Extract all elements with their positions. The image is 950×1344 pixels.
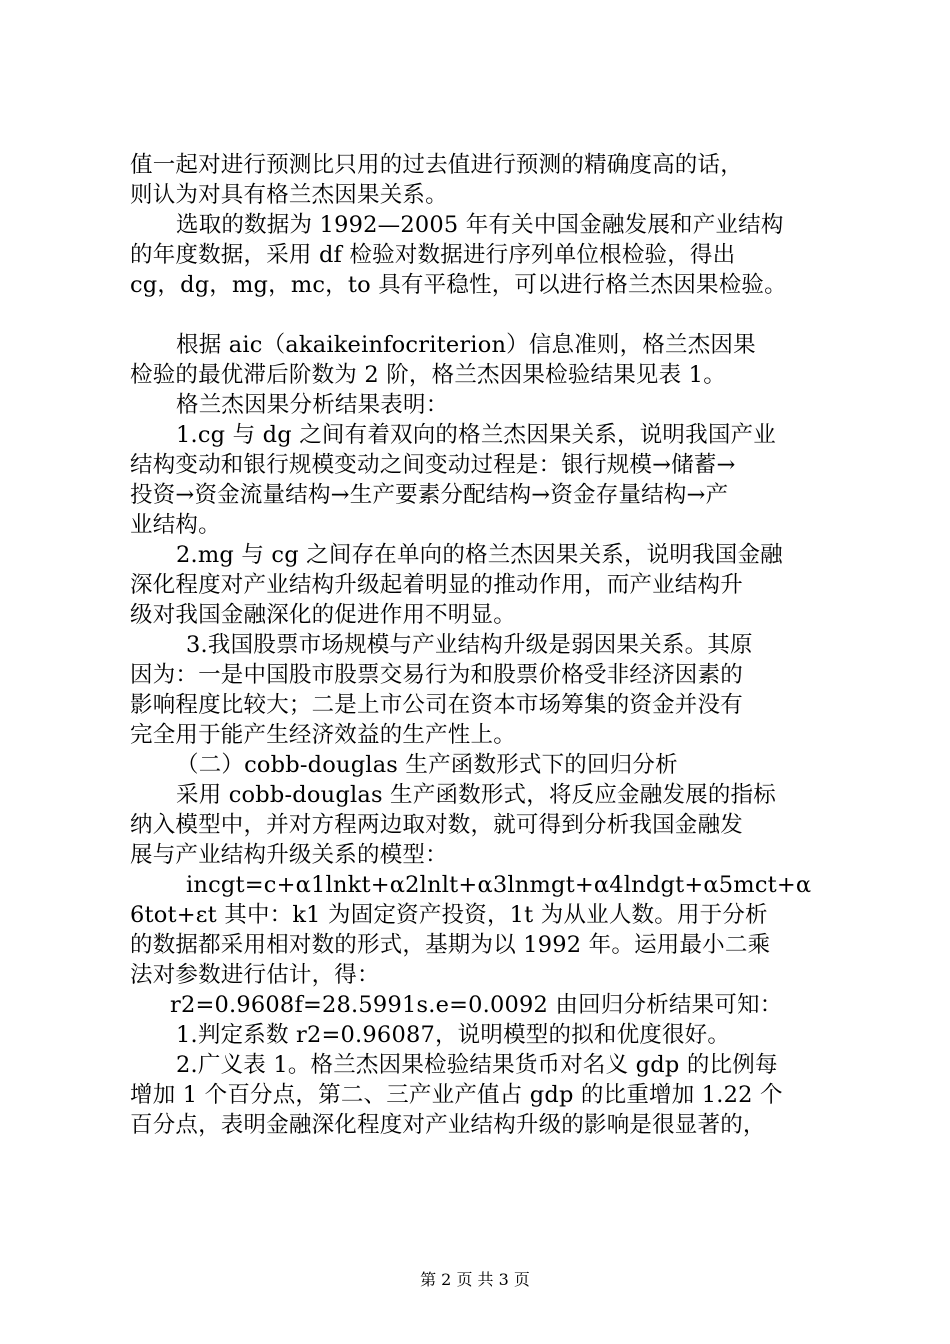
text-line: 增加 1 个百分点，第二、三产业产值占 gdp 的比重增加 1.22 个 — [130, 1082, 783, 1108]
text-line: 6tot+εt 其中：k1 为固定资产投资，1t 为从业人数。用于分析 — [130, 902, 768, 928]
text-line: 的年度数据，采用 df 检验对数据进行序列单位根检验，得出 — [130, 242, 736, 268]
text-line: 选取的数据为 1992—2005 年有关中国金融发展和产业结构 — [176, 212, 784, 238]
text-line: 2.广义表 1。格兰杰因果检验结果货币对名义 gdp 的比例每 — [176, 1052, 778, 1078]
text-line: 格兰杰因果分析结果表明： — [176, 392, 449, 418]
text-line: cg，dg，mg，mc，to 具有平稳性，可以进行格兰杰因果检验。 — [130, 272, 787, 298]
text-line: 投资→资金流量结构→生产要素分配结构→资金存量结构→产 — [130, 482, 729, 508]
blank-line — [130, 300, 830, 330]
text-line: 因为：一是中国股市股票交易行为和股票价格受非经济因素的 — [130, 662, 743, 688]
text-line: 3.我国股票市场规模与产业结构升级是弱因果关系。其原 — [186, 632, 753, 658]
text-line: 1.cg 与 dg 之间有着双向的格兰杰因果关系，说明我国产业 — [176, 422, 776, 448]
page-number: 第 2 页 共 3 页 — [420, 1270, 530, 1289]
formula-line: incgt=c+α1lnkt+α2lnlt+α3lnmgt+α4lndgt+α5mct+α — [186, 872, 812, 898]
text-line: 级对我国金融深化的促进作用不明显。 — [130, 602, 516, 628]
text-line: 业结构。 — [130, 512, 221, 538]
text-line: 影响程度比较大；二是上市公司在资本市场筹集的资金并没有 — [130, 692, 743, 718]
text-line: 2.mg 与 cg 之间存在单向的格兰杰因果关系，说明我国金融 — [176, 542, 783, 568]
text-line: 法对参数进行估计，得： — [130, 962, 380, 988]
text-line: 检验的最优滞后阶数为 2 阶，格兰杰因果检验结果见表 1。 — [130, 362, 726, 388]
text-line: 采用 cobb-douglas 生产函数形式，将反应金融发展的指标 — [176, 782, 776, 808]
text-line: 则认为对具有格兰杰因果关系。 — [130, 182, 448, 208]
document-body — [130, 150, 830, 1140]
text-line: 展与产业结构升级关系的模型： — [130, 842, 448, 868]
text-line: r2=0.9608f=28.5991s.e=0.0092 由回归分析结果可知： — [170, 992, 783, 1018]
text-line: 值一起对进行预测比只用的过去值进行预测的精确度高的话， — [130, 152, 743, 178]
text-line: 结构变动和银行规模变动之间变动过程是：银行规模→储蓄→ — [130, 452, 736, 478]
text-line: 深化程度对产业结构升级起着明显的推动作用，而产业结构升 — [130, 572, 743, 598]
text-line: 的数据都采用相对数的形式，基期为以 1992 年。运用最小二乘 — [130, 932, 771, 958]
text-line: 根据 aic（akaikeinfocriterion）信息准则，格兰杰因果 — [176, 332, 756, 358]
text-line: 纳入模型中，并对方程两边取对数，就可得到分析我国金融发 — [130, 812, 743, 838]
text-line: 1.判定系数 r2=0.96087，说明模型的拟和优度很好。 — [176, 1022, 731, 1048]
text-line: 百分点，表明金融深化程度对产业结构升级的影响是很显著的， — [130, 1112, 766, 1138]
section-heading: （二）cobb-douglas 生产函数形式下的回归分析 — [176, 752, 678, 778]
text-line: 完全用于能产生经济效益的生产性上。 — [130, 722, 516, 748]
